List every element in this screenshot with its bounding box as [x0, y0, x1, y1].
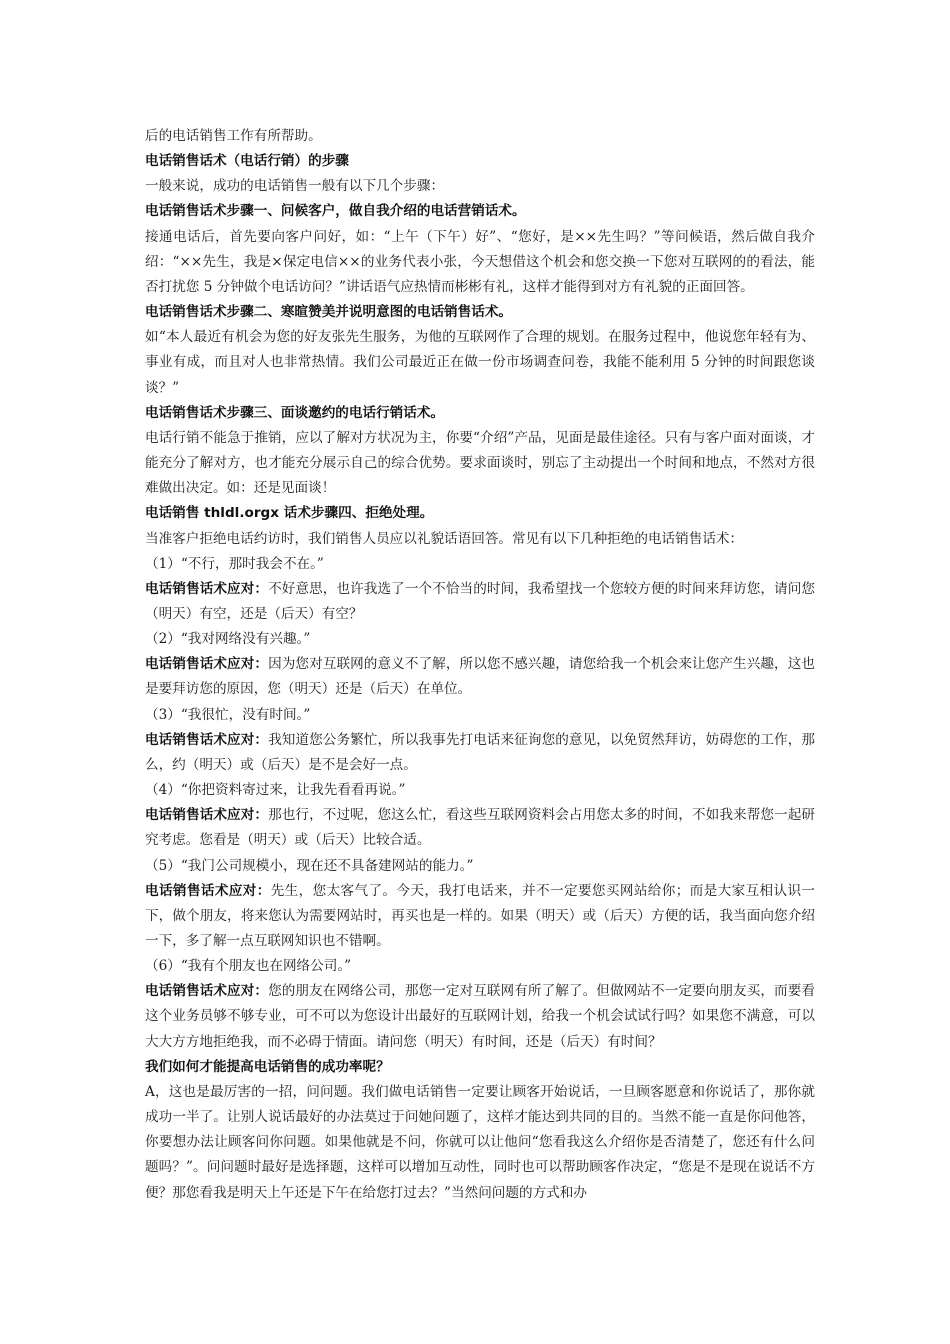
document-body — [145, 124, 815, 1206]
body-paragraph: 电话行销不能急于推销，应以了解对方状况为主，你要“介绍”产品，见面是最佳途径。只有与客户面对面谈，才能充分了解对方，也才能充分展示自己的综合优势。要求面谈时，别忘了主动提出一个时间和地点，不然对方很难做出决定。如：还是见面谈！ — [145, 429, 815, 497]
response-text: 先生，您太客气了。今天，我打电话来，并不一定要您买网站给你；而是大家互相认识一下，做个朋友，将来您认为需要网站时，再买也是一样的。如果（明天）或（后天）方便的话，我当面向您介绍一下，多了解一点互联网知识也不错啊。 — [145, 882, 816, 949]
body-paragraph: （1）“不行，那时我会不在。” — [145, 555, 324, 572]
response-text: 不好意思，也许我选了一个不恰当的时间，我希望找一个您较方便的时间来拜访您，请问您（明天）有空，还是（后天）有空？ — [145, 580, 815, 622]
section-heading: 电话销售话术（电话行销）的步骤 — [145, 153, 349, 170]
response-text: 您的朋友在网络公司，那您一定对互联网有所了解了。但做网站不一定要向朋友买，而要看这个业务员够不够专业，可不可以为您设计出最好的互联网计划，给我一个机会试试行吗？如果您不满意，可以大大方方地拒绝我，而不必碍于情面。请问您（明天）有时间，还是（后天）有时间？ — [145, 983, 815, 1050]
response-text: 那也行，不过呢，您这么忙，看这些互联网资料会占用您太多的时间，不如我来帮您一起研究考虑。您看是（明天）或（后天）比较合适。 — [145, 807, 815, 849]
body-paragraph: 当准客户拒绝电话约访时，我们销售人员应以礼貌话语回答。常见有以下几种拒绝的电话销售话术： — [145, 530, 744, 547]
response-label: 电话销售话术应对： — [145, 882, 271, 899]
response-paragraph — [145, 652, 815, 702]
section-heading: 电话销售话术步骤三、面谈邀约的电话行销话术。 — [145, 404, 445, 421]
response-label: 电话销售话术应对： — [145, 656, 269, 673]
body-paragraph: （4）“你把资料寄过来，让我先看看再说。” — [145, 782, 406, 799]
section-heading: 电话销售 thldl.orgx 话术步骤四、拒绝处理。 — [145, 505, 434, 522]
response-paragraph — [145, 577, 815, 627]
section-heading: 电话销售话术步骤一、问候客户，做自我介绍的电话营销话术。 — [145, 203, 526, 220]
response-paragraph — [145, 979, 815, 1054]
response-paragraph — [145, 879, 815, 954]
body-paragraph: （2）“我对网络没有兴趣。” — [145, 631, 311, 648]
body-paragraph: 接通电话后，首先要向客户问好，如：“上午（下午）好”、“您好，是××先生吗？”等问候语，然后做自我介绍：“××先生，我是×保定电信××的业务代表小张，今天想借这个机会和您交换一下您对互联网的的看法，能否打扰您 5 分钟做个电话访问？”讲话语气应热情而彬彬有礼，这样才能得到对方有礼貌的正面回答。 — [145, 228, 815, 295]
body-paragraph: 后的电话销售工作有所帮助。 — [145, 128, 322, 144]
response-label: 电话销售话术应对： — [145, 807, 269, 824]
body-paragraph: （3）“我很忙，没有时间。” — [145, 706, 311, 723]
response-label: 电话销售话术应对： — [145, 580, 269, 597]
response-label: 电话销售话术应对： — [145, 983, 269, 1000]
body-paragraph: 如“本人最近有机会为您的好友张先生服务，为他的互联网作了合理的规划。在服务过程中，他说您年轻有为、事业有成，而且对人也非常热情。我们公司最近正在做一份市场调查问卷，我能不能利用 5 分钟的时间跟您谈谈？” — [145, 329, 815, 396]
response-paragraph — [145, 728, 815, 778]
body-paragraph: 一般来说，成功的电话销售一般有以下几个步骤： — [145, 178, 445, 195]
response-text: 因为您对互联网的意义不了解，所以您不感兴趣，请您给我一个机会来让您产生兴趣，这也是要拜访您的原因，您（明天）还是（后天）在单位。 — [145, 656, 815, 698]
section-heading: 电话销售话术步骤二、寒暄赞美并说明意图的电话销售话术。 — [145, 304, 513, 321]
body-paragraph: （6）“我有个朋友也在网络公司。” — [145, 958, 352, 975]
body-paragraph: A，这也是最厉害的一招，问问题。我们做电话销售一定要让顾客开始说话，一旦顾客愿意和你说话了，那你就成功一半了。让别人说话最好的办法莫过于问她问题了，这样才能达到共同的目的。当然不能一直是你问他答，你要想办法让顾客问你问题。如果他就是不问，你就可以让他问“您看我这么介绍你是否清楚了，您还有什么问题吗？”。问问题时最好是选择题，这样可以增加互动性，同时也可以帮助顾客作决定，“您是不是现在说话不方便？那您看我是明天上午还是下午在给您打过去？”当然问问题的方式和办 — [145, 1083, 815, 1201]
body-paragraph: （5）“我门公司规模小，现在还不具备建网站的能力。” — [145, 857, 474, 874]
section-heading: 我们如何才能提高电话销售的成功率呢？ — [145, 1058, 390, 1075]
response-paragraph — [145, 803, 815, 853]
response-text: 我知道您公务繁忙，所以我事先打电话来征询您的意见，以免贸然拜访，妨碍您的工作，那么，约（明天）或（后天）是不是会好一点。 — [145, 731, 815, 773]
response-label: 电话销售话术应对： — [145, 731, 269, 748]
